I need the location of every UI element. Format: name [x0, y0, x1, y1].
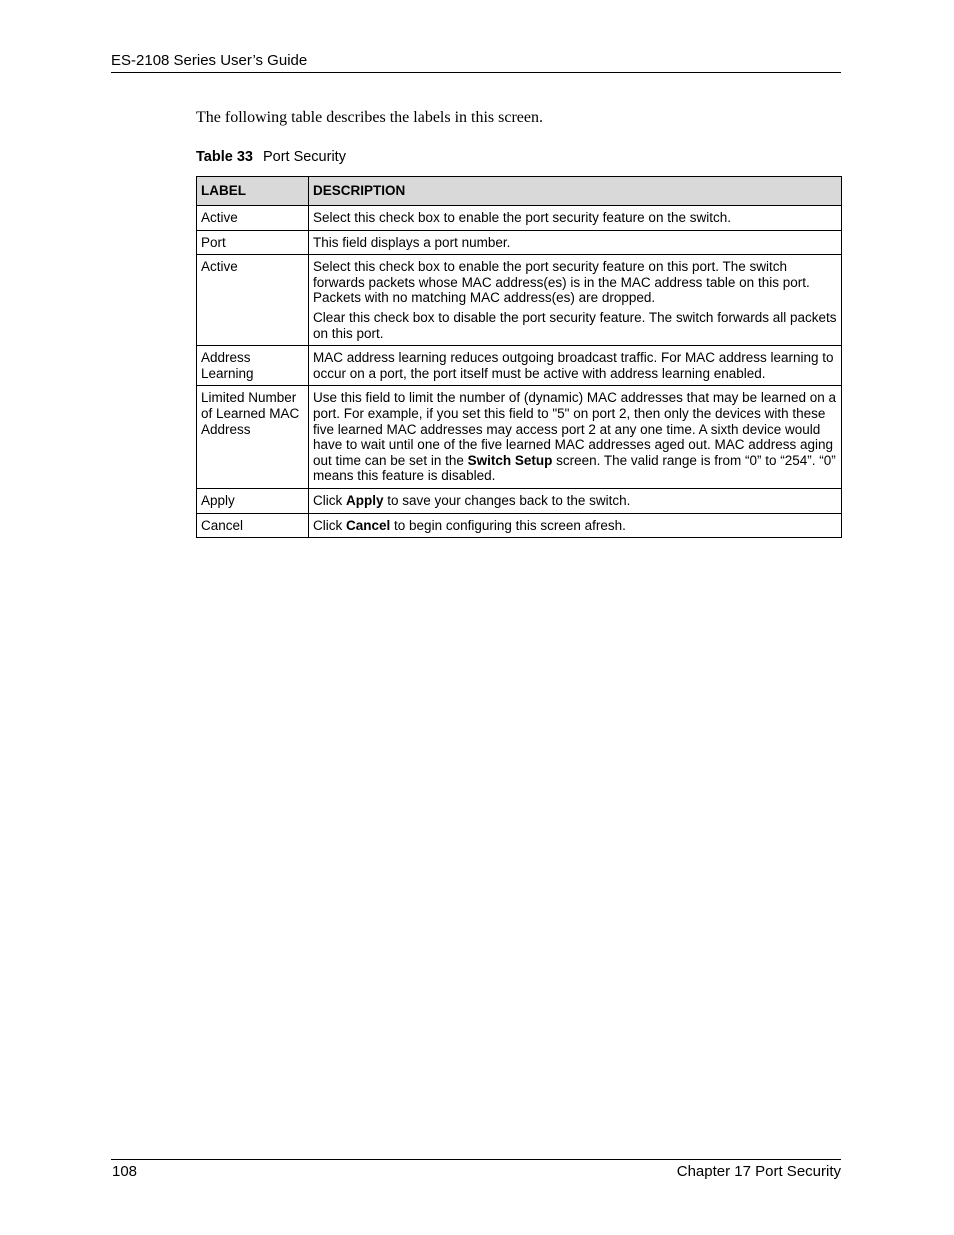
chapter-title: Chapter 17 Port Security — [676, 1163, 841, 1180]
row-label: Port — [197, 230, 309, 255]
row-label: Address Learning — [197, 346, 309, 386]
table-title: Port Security — [262, 149, 346, 165]
table-row — [197, 346, 842, 386]
row-label: Active — [197, 255, 309, 346]
header-label: LABEL — [197, 177, 309, 206]
page-number: 108 — [112, 1163, 138, 1180]
intro-text: The following table describes the labels in this screen. — [196, 109, 544, 126]
row-description: Use this field to limit the number of (dynamic) MAC addresses that may be learned on a port. For example, if you set this field to "5" on port 2, then only the devices with these five learned MAC addresses may access port 2 at any one time. A sixth device would have to wait until one of the five learned MAC addresses aged out. MAC address aging out time can be set in the Switch Setup screen. The valid range is from “0” to “254”. “0” means this feature is disabled. — [309, 386, 842, 489]
table-row — [197, 488, 842, 513]
row-label: Cancel — [197, 513, 309, 538]
row-label: Active — [197, 206, 309, 231]
table-row — [197, 386, 842, 489]
row-description: MAC address learning reduces outgoing broadcast traffic. For MAC address learning to occur on a port, the port itself must be active with address learning enabled. — [309, 346, 842, 386]
row-description: Click Cancel to begin configuring this screen afresh. — [309, 513, 842, 538]
table-number: Table 33 — [196, 149, 253, 165]
table-row — [197, 206, 842, 231]
row-description: This field displays a port number. — [309, 230, 842, 255]
row-description: Click Apply to save your changes back to the switch. — [309, 488, 842, 513]
row-label: Limited Number of Learned MAC Address — [197, 386, 309, 489]
table-row — [197, 230, 842, 255]
row-description: Select this check box to enable the port security feature on the switch. — [309, 206, 842, 231]
port-security-table — [196, 176, 842, 538]
header-title: ES-2108 Series User’s Guide — [111, 52, 308, 69]
page-header — [111, 52, 841, 73]
page-footer — [111, 1159, 841, 1182]
row-label: Apply — [197, 488, 309, 513]
table-caption — [196, 149, 346, 166]
table-header-row — [197, 177, 842, 206]
table-row — [197, 255, 842, 346]
row-description: Select this check box to enable the port security feature on this port. The switch forwards packets whose MAC address(es) is in the MAC address table on this port. Packets with no matching MAC address(es) are dropped. Clear this check box to disable the port security feature. The switch forwards all packets on this port. — [309, 255, 842, 346]
header-description: DESCRIPTION — [309, 177, 842, 206]
table-row — [197, 513, 842, 538]
